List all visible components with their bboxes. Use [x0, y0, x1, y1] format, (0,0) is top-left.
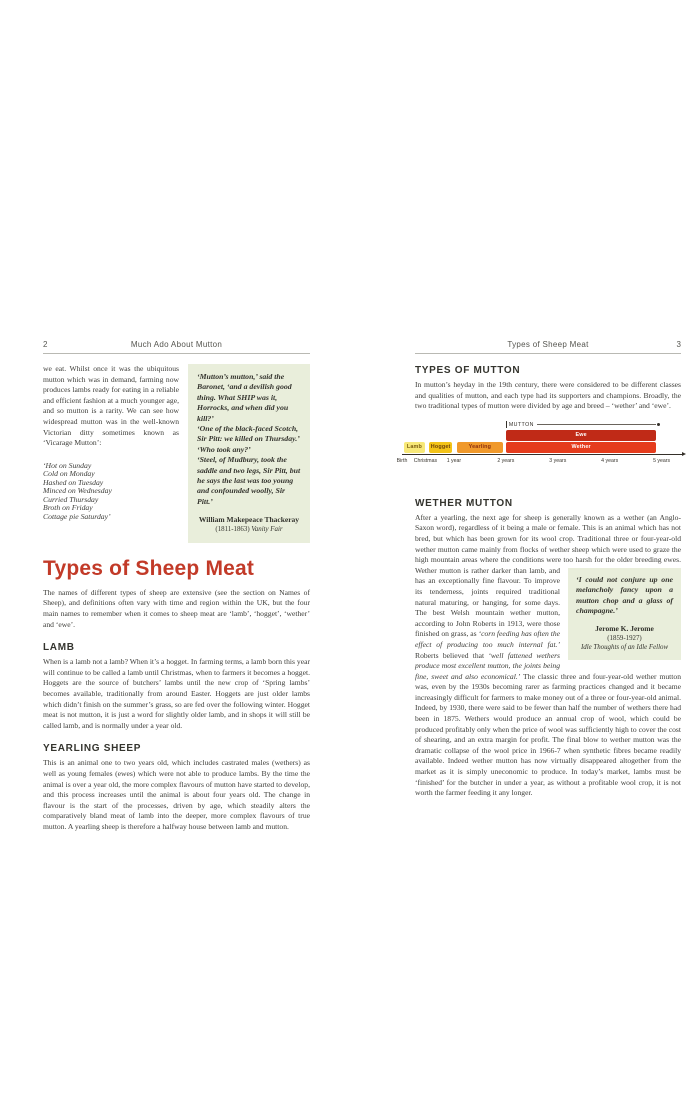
left-top-row — [43, 364, 310, 543]
timeline-segment-ewe: Ewe — [506, 430, 657, 441]
left-header-rule — [43, 353, 310, 354]
left-page-number: 2 — [43, 340, 48, 349]
quote-author-dates: (1811-1863) — [215, 525, 250, 533]
ditty-line: Curried Thursday — [43, 494, 99, 504]
section-body-lamb: When is a lamb not a lamb? When it’s a hogget. In farming terms, a lamb born this year will continue to be called a lamb until Christmas, when to farmers it becomes a hogget. Hoggets are the source of butchers’ lambs until the new crop of ‘Spring lambs’ becomes available, traditionally from around Easter. Hoggets are just older lambs which didn’t finish on the summer’s grass, so are fed over the following winter. Hogget meat is not mutton, it is just a word for slightly older lamb, and in shops it will still be called lamb, and is normally under a year old. — [43, 657, 310, 730]
left-page — [43, 340, 310, 832]
mutton-age-bracket — [506, 421, 660, 429]
section-heading-yearling-sheep: YEARLING SHEEP — [43, 743, 142, 755]
ditty-line: Minced on Wednesday — [43, 486, 112, 496]
mutton-timeline-chart — [396, 421, 685, 468]
left-page-header — [43, 340, 310, 349]
right-page-header — [415, 340, 681, 349]
left-intro-column — [43, 364, 179, 543]
quote-attribution — [197, 515, 301, 534]
chapter-heading: Types of Sheep Meat — [43, 556, 255, 580]
axis-tick-label: Christmas — [413, 457, 438, 464]
bracket-line — [537, 424, 656, 425]
jerome-quote-box — [568, 568, 681, 660]
timeline-axis — [402, 454, 683, 455]
wether-body-part2: is rather darker than lamb, and has an exceptionally fine flavour. To improve its tenderness, joints required traditional natural maturing, or hanging, for some days. The best Welsh mountain wether mutton, according to John Roberts in 1913, were those finished on grass, as — [415, 565, 560, 639]
axis-tick-label: 4 years — [601, 457, 619, 464]
axis-arrow-icon — [682, 452, 686, 456]
wether-body-part3: Roberts believed that — [415, 650, 489, 660]
timeline-segment-hogget: Hogget — [429, 442, 452, 453]
bracket-label: MUTTON — [508, 421, 534, 428]
section-heading-wether-mutton: WETHER MUTTON — [415, 497, 513, 509]
ditty-line: Hashed on Tuesday — [43, 477, 104, 487]
timeline-segment-wether: Wether — [506, 442, 657, 453]
thackeray-quote-box — [188, 364, 310, 543]
quote-source — [197, 525, 301, 534]
vicarage-mutton-ditty — [43, 462, 179, 522]
right-page-number: 3 — [676, 340, 681, 349]
timeline-segment-yearling: Yearling — [457, 442, 504, 453]
ditty-line: Cottage pie Saturday’ — [43, 511, 111, 521]
bracket-tick-mark — [506, 421, 507, 428]
axis-tick-label: 2 years — [497, 457, 515, 464]
right-page — [396, 340, 681, 799]
quote-author: Jerome K. Jerome — [595, 624, 654, 634]
ditty-line: ‘Hot on Sunday — [43, 460, 92, 470]
wether-inline-quote-1: ‘corn feeding has often the effect of producing too much internal fat.’ — [415, 629, 561, 649]
left-running-head: Much Ado About Mutton — [130, 340, 223, 349]
section-heading-lamb: LAMB — [43, 642, 75, 654]
axis-tick-label: 3 years — [549, 457, 567, 464]
right-header-rule — [415, 353, 681, 354]
axis-tick-labels — [396, 457, 685, 467]
quote-paragraph: ‘Who took any?’ — [197, 444, 251, 454]
timeline-row-ewe — [402, 430, 685, 441]
axis-tick-label: Birth — [396, 457, 408, 464]
wether-body-part4: The classic three and four-year-old wether mutton was, even by the 1930s becoming rarer as farming practices changed and it became increasingly difficult for farmers to make money out of a three or four-year-old animal. Indeed, by 1930, there were said to be fewer than half the number of wethers there had been in 1875. Wethers would produce an annual crop of wool, which could be produced profitably only when the price of wool was sufficiently high to cover the cost of shearing, and an extra margin for profit. The final blow to wether mutton was the dramatic collapse of the wool price in 1966-7 when synthetic fibres became readily available. Indeed wether mutton has now virtually disappeared altogether from the market as it is simply uneconomic to produce. In today’s market, lambs must be ‘finished’ for the butcher in under a year, as without a profitable wool crop, it is not worth the farmer feeding it any longer. — [415, 671, 681, 798]
section-heading-types-of-mutton: TYPES OF MUTTON — [415, 365, 521, 376]
right-running-head: Types of Sheep Meat — [507, 340, 589, 349]
left-quote-column — [188, 364, 310, 543]
quote-attribution — [576, 624, 673, 652]
section-body-wether-mutton — [415, 513, 681, 799]
section-body-yearling-sheep: This is an animal one to two years old, which includes castrated males (wethers) as well as young females (ewes) which were not able to produce lambs. By the time the animal is over a year old, the more complex flavours of mutton have started to develop, and this process increases until the animal is about four years old. The change in flavour is the start of the processes, driven by age, which steadily alters the comparatively bland meat of lamb into the deeper, more complex flavours of true mutton. A yearling sheep is therefore a halfway house between lamb and mutton. — [43, 758, 310, 831]
quote-work-title: Idle Thoughts of an Idle Fellow — [580, 643, 669, 651]
quote-author: William Makepeace Thackeray — [198, 515, 300, 525]
quote-work-title: Vanity Fair — [251, 525, 283, 533]
ditty-line: Broth on Friday — [43, 503, 93, 513]
section-body-types-of-mutton: In mutton’s heyday in the 19th century, there were considered to be different classes and qualities of mutton, and each type had its supporters and champions. Broadly, the two traditional types of mutton were divided by age and breed – ‘wether’ and ‘ewe’. — [415, 380, 681, 411]
wether-body-part1: After a yearling, the next age for sheep is generally known as a wether (an Anglo-Saxon word), regardless of it being a male or female. This is an animal which has not bred, but which has been grown for its wool crop. Traditional three or four-year-old wether mutton came mainly from flocks of wether sheep which were used to graze the high mountain areas where the conditions were too harsh for the older breeding ewes. Wether mutton — [415, 512, 681, 575]
axis-tick-label: 1 year — [446, 457, 462, 464]
intro-paragraph: we eat. Whilst once it was the ubiquitous mutton which was in demand, farming now produces lambs ready for eating in a reliable and efficient fashion at a much younger age, and so mutton is a rarity. We can see how widespread mutton was in the well-known Victorian ditty sometimes known as ‘Vicarage Mutton’: — [43, 364, 179, 448]
bracket-end-dot — [657, 423, 660, 426]
quote-paragraph: ‘Steel, of Mudbury, took the saddle and two legs, Sir Pitt, but he says the last was too young and confounded woolly, Sir Pitt.’ — [197, 455, 301, 506]
quote-author-dates: (1859-1927) — [607, 634, 642, 642]
quote-paragraph: ‘One of the black-faced Scotch, Sir Pitt: we killed on Thursday.’ — [197, 424, 300, 444]
quote-text: ‘I could not conjure up one melancholy fancy upon a mutton chop and a glass of champagne.’ — [576, 574, 673, 615]
ditty-line: Cold on Monday — [43, 469, 95, 479]
axis-tick-label: 5 years — [653, 457, 671, 464]
quote-paragraph: ‘Mutton’s mutton,’ said the Baronet, ‘and a devilish good thing. What SHIP was it, Horrocks, and when did you kill?’ — [197, 372, 292, 423]
chapter-intro-paragraph: The names of different types of sheep are extensive (see the section on Names of Sheep), and definitions often vary with time and region within the UK, but the four main names to remember when it comes to sheep meat are ‘lamb’, ‘hogget’, ‘wether’ and ‘ewe’. — [43, 587, 310, 629]
timeline-segment-lamb: Lamb — [404, 442, 426, 453]
wether-inline-quote-2: ‘well fattened wethers produce most excellent mutton, the joints being fine, sweet and also economical.’ — [415, 650, 560, 681]
timeline-row-wether — [402, 442, 685, 453]
